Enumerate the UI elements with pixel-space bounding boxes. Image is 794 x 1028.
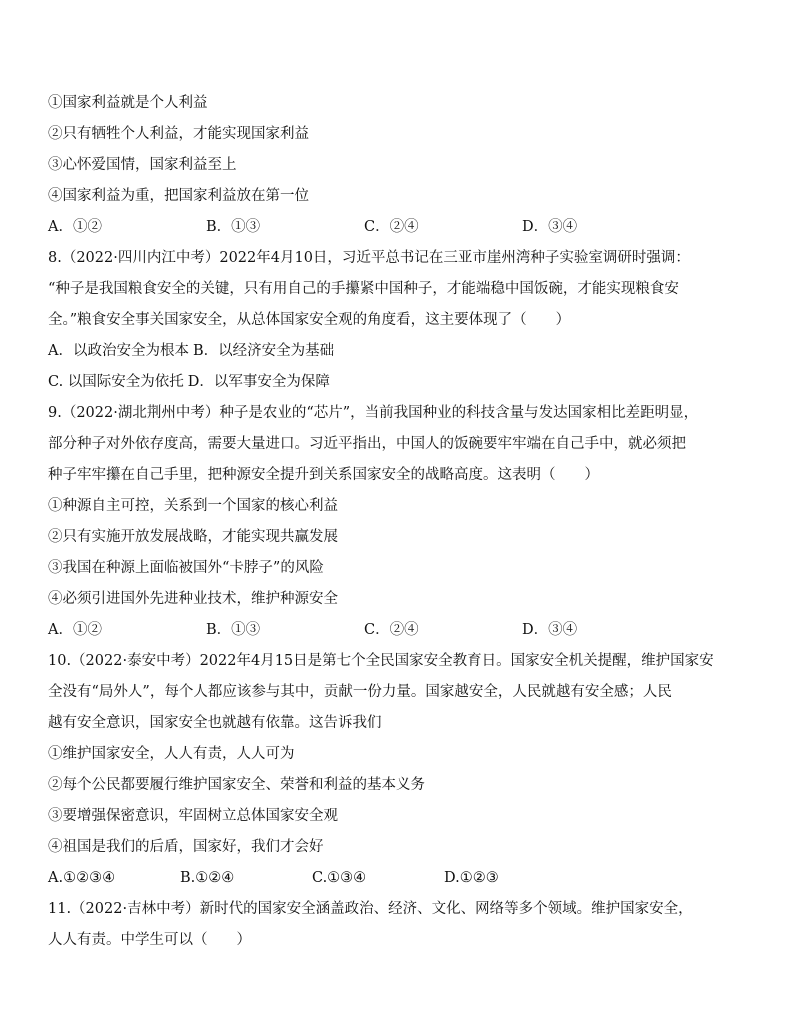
statement: ①国家利益就是个人利益 bbox=[48, 95, 208, 111]
option-b: B．以经济安全为基础 bbox=[192, 343, 335, 359]
option-b: B．①③ bbox=[206, 622, 261, 638]
statement: ④必须引进国外先进种业技术，维护种源安全 bbox=[48, 591, 338, 607]
q8-stem bbox=[48, 243, 748, 336]
option-b: B．①③ bbox=[206, 219, 261, 235]
q8-options-row-2 bbox=[48, 367, 748, 398]
option-b: B.①②④ bbox=[180, 870, 235, 886]
question-text: 8.（2022·四川内江中考）2022年4月10日，习近平总书记在三亚市崖州湾种子实验室调研时强调： bbox=[48, 250, 690, 266]
option-d: D．以军事安全为保障 bbox=[187, 374, 330, 390]
option-a: A．以政治安全为根本 bbox=[48, 343, 189, 359]
question-text: 11.（2022·吉林中考）新时代的国家安全涵盖政治、经济、文化、网络等多个领域。维护国家安全， bbox=[48, 901, 693, 917]
question-text: 部分种子对外依存度高，需要大量进口。习近平指出，中国人的饭碗要牢牢端在自己手中，就必须把 bbox=[48, 436, 686, 452]
option-a: A.①②③④ bbox=[48, 870, 116, 886]
question-text: 全。”粮食安全事关国家安全，从总体国家安全观的角度看，这主要体现了（ ） bbox=[48, 312, 571, 328]
option-a: A．①② bbox=[48, 622, 102, 638]
statement: ②只有实施开放发展战略，才能实现共赢发展 bbox=[48, 529, 338, 545]
question-text: 全没有“局外人”，每个人都应该参与其中，贡献一份力量。国家越安全，人民就越有安全感；人民 bbox=[48, 684, 672, 700]
q9-options bbox=[48, 615, 748, 646]
question-text: 人人有责。中学生可以（ ） bbox=[48, 932, 251, 948]
q10-statements bbox=[48, 739, 748, 863]
statement: ②只有牺牲个人利益，才能实现国家利益 bbox=[48, 126, 309, 142]
statement: ③要增强保密意识，牢固树立总体国家安全观 bbox=[48, 808, 338, 824]
exam-page bbox=[48, 88, 748, 956]
q9-stem bbox=[48, 398, 748, 491]
option-c: C．②④ bbox=[364, 219, 419, 235]
q11-stem bbox=[48, 894, 748, 956]
option-c: C.①③④ bbox=[312, 870, 367, 886]
q10-options bbox=[48, 863, 748, 894]
q7-statements bbox=[48, 88, 748, 212]
q7-options bbox=[48, 212, 748, 243]
option-d: D．③④ bbox=[522, 622, 578, 638]
question-text: “种子是我国粮食安全的关键，只有用自己的手攥紧中国种子，才能端稳中国饭碗，才能实现粮食安 bbox=[48, 281, 679, 297]
option-d: D.①②③ bbox=[444, 870, 499, 886]
statement: ④国家利益为重，把国家利益放在第一位 bbox=[48, 188, 309, 204]
option-a: A．①② bbox=[48, 219, 102, 235]
question-text: 10.（2022·泰安中考）2022年4月15日是第七个全民国家安全教育日。国家安全机关提醒，维护国家安 bbox=[48, 653, 714, 669]
option-c: C．②④ bbox=[364, 622, 419, 638]
q9-statements bbox=[48, 491, 748, 615]
option-c: C. 以国际安全为依托 bbox=[48, 374, 184, 390]
statement: ③我国在种源上面临被国外“卡脖子”的风险 bbox=[48, 560, 324, 576]
question-text: 9.（2022·湖北荆州中考）种子是农业的“芯片”，当前我国种业的科技含量与发达国家相比差距明显， bbox=[48, 405, 699, 421]
statement: ①维护国家安全，人人有责，人人可为 bbox=[48, 746, 295, 762]
question-text: 种子牢牢攥在自己手里，把种源安全提升到关系国家安全的战略高度。这表明（ ） bbox=[48, 467, 599, 483]
q10-stem bbox=[48, 646, 748, 739]
option-d: D．③④ bbox=[522, 219, 578, 235]
statement: ②每个公民都要履行维护国家安全、荣誉和利益的基本义务 bbox=[48, 777, 425, 793]
q8-options-row-1 bbox=[48, 336, 748, 367]
statement: ③心怀爱国情，国家利益至上 bbox=[48, 157, 237, 173]
statement: ④祖国是我们的后盾，国家好，我们才会好 bbox=[48, 839, 324, 855]
statement: ①种源自主可控，关系到一个国家的核心利益 bbox=[48, 498, 338, 514]
question-text: 越有安全意识，国家安全也就越有依靠。这告诉我们 bbox=[48, 715, 382, 731]
